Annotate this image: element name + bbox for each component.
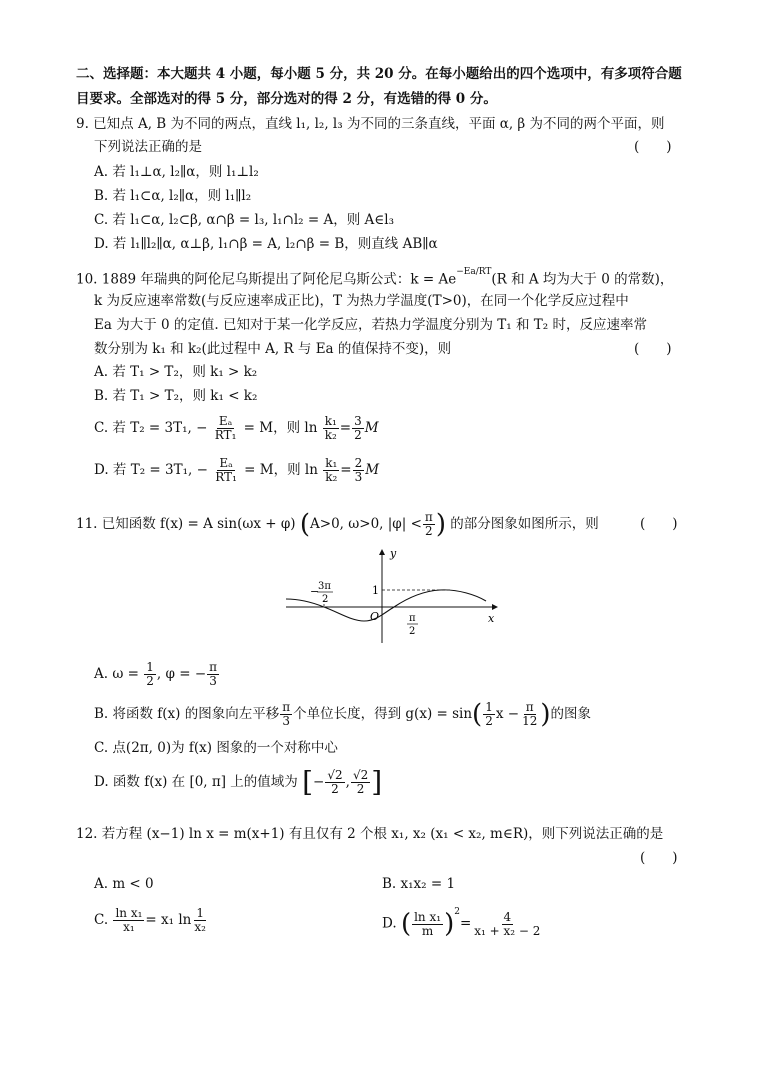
q10-stem-line4: 数分别为 k₁ 和 k₂(此过程中 A, R 与 Ea 的值保持不变)，则 — [94, 341, 452, 357]
q10-d-coef-fraction — [353, 457, 365, 484]
q12-c-right-num: 1 — [196, 906, 204, 920]
y-axis-arrow — [379, 549, 385, 555]
q11-stem-a: 11. 已知函数 f(x) = A sin(ωx + φ) — [76, 516, 296, 532]
q11-d-left-num: √2 — [327, 768, 343, 782]
q10-c-pre: C. 若 T₂ = 3T₁, − — [94, 420, 208, 436]
q11-b-coef-den: 2 — [485, 714, 493, 728]
q12-c-right-den: x₂ — [194, 920, 206, 934]
q9-answer-paren: ( ) — [634, 139, 672, 155]
q12-answer-paren: ( ) — [640, 850, 678, 866]
q11-stem-fraction — [423, 511, 435, 538]
q11-b-coef-num: 1 — [485, 700, 493, 714]
q12-d-pre: D. — [382, 915, 397, 932]
q11-a-phi-num: π — [209, 660, 218, 674]
q11-b-mid: 个单位长度，得到 g(x) = sin — [293, 706, 473, 722]
q11-d-left-den: 2 — [331, 782, 339, 796]
q11-b-phase-fraction — [520, 701, 539, 728]
q12-c-right-fraction — [192, 907, 208, 934]
q12-d-left-den: m — [421, 923, 434, 938]
q11-b-shift-fraction — [280, 701, 292, 728]
q11-a-omega-num: 1 — [146, 660, 154, 674]
q11-d-left-fraction — [325, 769, 344, 796]
q11-d-right-num: √2 — [352, 768, 369, 782]
pos-label-den: 2 — [409, 626, 416, 637]
q12-d-square: 2 — [454, 907, 460, 917]
q9-option-b[interactable]: B. 若 l₁⊂α, l₂∥α，则 l₁∥l₂ — [94, 188, 252, 204]
q11-option-a[interactable] — [94, 660, 220, 688]
q9-option-a[interactable]: A. 若 l₁⊥α, l₂∥α，则 l₁⊥l₂ — [94, 164, 259, 180]
q10-answer-paren: ( ) — [634, 341, 672, 357]
q12-option-c[interactable] — [94, 906, 209, 934]
origin-label: O — [370, 610, 380, 623]
neg-label-num: 3π — [318, 581, 331, 592]
q11-option-d[interactable]: D. 函数 f(x) 在 [0, π] 上的值域为 [− $\frac{√2}{2}$ , $\frac{√2}{2}$ ] — [94, 765, 383, 799]
q11-b-coef-fraction — [483, 701, 495, 728]
q10-c-mid: = M，则 ln — [243, 420, 318, 436]
neg-label-den: 2 — [322, 594, 329, 605]
q10-c-ea-num: Eₐ — [218, 414, 233, 428]
q11-d-right-fraction — [351, 769, 370, 796]
q11-stem: 11. 已知函数 f(x) = A sin(ωx + φ) (A>0, ω>0, |φ| < $\frac{\pi}{2}$ ) 的部分图象如图所示，则 — [76, 509, 599, 540]
q12-option-b[interactable]: B. x₁x₂ = 1 — [382, 876, 456, 892]
q10-d-coef-den: 3 — [354, 470, 363, 484]
q11-b-shift-num: π — [282, 700, 291, 714]
q10-stem-tail: (R 和 A 均为大于 0 的常数)， — [491, 271, 674, 288]
q10-d-k-den: k₂ — [325, 470, 338, 484]
pos-label-num: π — [409, 613, 416, 624]
q9-stem-line1: 9. 已知点 A, B 为不同的两点，直线 l₁, l₂, l₃ 为不同的三条直线，平面 α, β 为不同的两个平面，则 — [76, 116, 665, 132]
q12-c-left-num: ln x₁ — [115, 906, 143, 920]
q9-stem-line2: 下列说法正确的是 — [94, 139, 202, 155]
q10-option-c[interactable]: C. 若 T₂ = 3T₁, − $\frac{\text{Eₐ}}{\text{RT₁}}$ = M，则 ln $\frac{\text{k₁}}{\text{k₂}}$ = $\frac{3}{2}$ M — [94, 414, 379, 442]
q10-c-coef-den: 2 — [354, 428, 362, 442]
q11-d-right-den: 2 — [356, 782, 365, 796]
q11-option-c[interactable]: C. 点(2π, 0)为 f(x) 图象的一个对称中心 — [94, 740, 338, 756]
q10-d-k-fraction — [323, 457, 339, 484]
x-axis-label: x — [488, 612, 495, 625]
q11-stem-c: 的部分图象如图所示，则 — [450, 516, 599, 532]
q10-c-k-fraction — [323, 415, 339, 442]
q10-c-ea-den: RT₁ — [214, 428, 237, 442]
q10-option-d[interactable]: D. 若 T₂ = 3T₁, − $\frac{\text{Eₐ}}{\text{RT₁}}$ = M，则 ln $\frac{\text{k₁}}{\text{k₂}}$ = $\frac{2}{3}$ M — [94, 456, 380, 484]
q10-c-ea-fraction — [213, 415, 239, 442]
q11-stem-frac-num: π — [424, 510, 433, 524]
section-header-line1: 二、选择题：本大题共 4 小题，每小题 5 分，共 20 分。在每小题给出的四个选项中，有多项符合题 — [76, 66, 682, 82]
q10-c-coef-fraction — [352, 415, 364, 442]
q12-d-right-fraction — [472, 911, 542, 938]
q10-stem-line2: k 为反应速率常数(与反应速率成正比)，T 为热力学温度(T>0)，在同一个化学反应过程中 — [94, 293, 629, 309]
q11-a-pre: A. ω = — [94, 666, 139, 682]
q10-c-coef-num: 3 — [354, 414, 362, 428]
q12-stem: 12. 若方程 (x−1) ln x = m(x+1) 有且仅有 2 个根 x₁, x₂ (x₁ < x₂, m∈R)，则下列说法正确的是 — [76, 826, 664, 842]
q11-d-comma: , — [345, 774, 350, 790]
q11-a-phi-den: 3 — [209, 674, 217, 688]
q10-stem-exponent: −Ea/RT — [456, 267, 492, 277]
q11-d-pre: D. 函数 f(x) 在 [0, π] 上的值域为 — [94, 774, 298, 790]
neg-label-sign: − — [310, 585, 320, 598]
q10-stem-formula: 10. 1889 年瑞典的阿伦尼乌斯提出了阿伦尼乌斯公式：k = Ae — [76, 271, 457, 288]
q10-d-ea-fraction — [213, 457, 239, 484]
q10-stem-line1 — [76, 266, 673, 290]
q11-graph — [280, 545, 502, 645]
q10-option-b[interactable]: B. 若 T₁ > T₂，则 k₁ < k₂ — [94, 388, 258, 404]
q12-c-left-fraction — [113, 907, 144, 934]
q10-d-ea-num: Eₐ — [219, 456, 233, 470]
y-axis-label: y — [390, 547, 397, 560]
q9-option-c[interactable]: C. 若 l₁⊂α, l₂⊂β, α∩β = l₃, l₁∩l₂ = A，则 A∈l₃ — [94, 212, 395, 228]
q10-option-a[interactable]: A. 若 T₁ > T₂，则 k₁ > k₂ — [94, 364, 258, 380]
q10-stem-line3: Ea 为大于 0 的定值. 已知对于某一化学反应，若热力学温度分别为 T₁ 和 T₂ 时，反应速率常 — [94, 317, 647, 333]
q11-b-shift-den: 3 — [282, 714, 290, 728]
q12-d-left-fraction — [412, 911, 443, 938]
q10-d-mid: = M，则 ln — [244, 462, 318, 478]
q11-a-phi-fraction — [207, 661, 219, 688]
q11-b-phase-den: 12 — [522, 714, 538, 728]
q11-option-b[interactable]: B. 将函数 f(x) 的图象向左平移 $\frac{\pi}{3}$ 个单位长度，得到 g(x) = sin( $\frac{1}{2}$ x − $\frac{\pi}{12}$ )的图象 — [94, 699, 591, 730]
q11-b-post: 的图象 — [550, 706, 591, 722]
q12-d-right-num: 4 — [503, 909, 512, 924]
q12-option-a[interactable]: A. m < 0 — [94, 876, 154, 892]
q12-d-eq: = — [459, 915, 472, 932]
q12-c-mid: = x₁ ln — [145, 912, 192, 928]
section-header-line2: 目要求。全部选对的得 5 分，部分选对的得 2 分，有选错的得 0 分。 — [76, 91, 497, 107]
q10-d-post: M — [365, 462, 380, 478]
q12-c-left-den: x₁ — [123, 920, 135, 934]
x-axis-arrow — [492, 604, 498, 610]
q10-d-ea-den: RT₁ — [215, 470, 237, 484]
q12-option-d[interactable]: D. ( $\frac{\text{ln x₁}}{m}$ )$^2$= $\frac{4}{\text{x₁ + x₂ − 2}}$ — [382, 907, 541, 939]
q11-a-omega-den: 2 — [146, 674, 154, 688]
q10-d-k-num: k₁ — [325, 456, 338, 470]
q10-c-k-den: k₂ — [324, 428, 337, 442]
q11-stem-b: A>0, ω>0, |φ| < — [310, 516, 422, 532]
q12-d-left-num: ln x₁ — [414, 909, 442, 924]
q12-d-right-den: x₁ + x₂ − 2 — [474, 923, 541, 938]
q11-b-pre: B. 将函数 f(x) 的图象向左平移 — [94, 706, 280, 722]
q10-c-k-num: k₁ — [324, 414, 337, 428]
q11-answer-paren: ( ) — [640, 516, 678, 532]
q11-a-mid: , φ = − — [156, 666, 207, 682]
q10-d-pre: D. 若 T₂ = 3T₁, − — [94, 462, 208, 478]
q11-b-phase-num: π — [525, 700, 534, 714]
q11-d-neg: − — [313, 774, 325, 790]
q11-b-inner-mid: x − — [495, 706, 520, 722]
q9-option-d[interactable]: D. 若 l₁∥l₂∥α, α⊥β, l₁∩β = A, l₂∩β = B，则直线 AB∥α — [94, 236, 438, 252]
y-one-label: 1 — [372, 584, 379, 597]
q11-stem-frac-den: 2 — [425, 524, 433, 538]
q12-c-pre: C. — [94, 912, 109, 928]
q10-d-coef-num: 2 — [354, 456, 363, 470]
q11-a-omega-fraction — [144, 661, 156, 688]
q10-c-post: M — [364, 420, 379, 436]
